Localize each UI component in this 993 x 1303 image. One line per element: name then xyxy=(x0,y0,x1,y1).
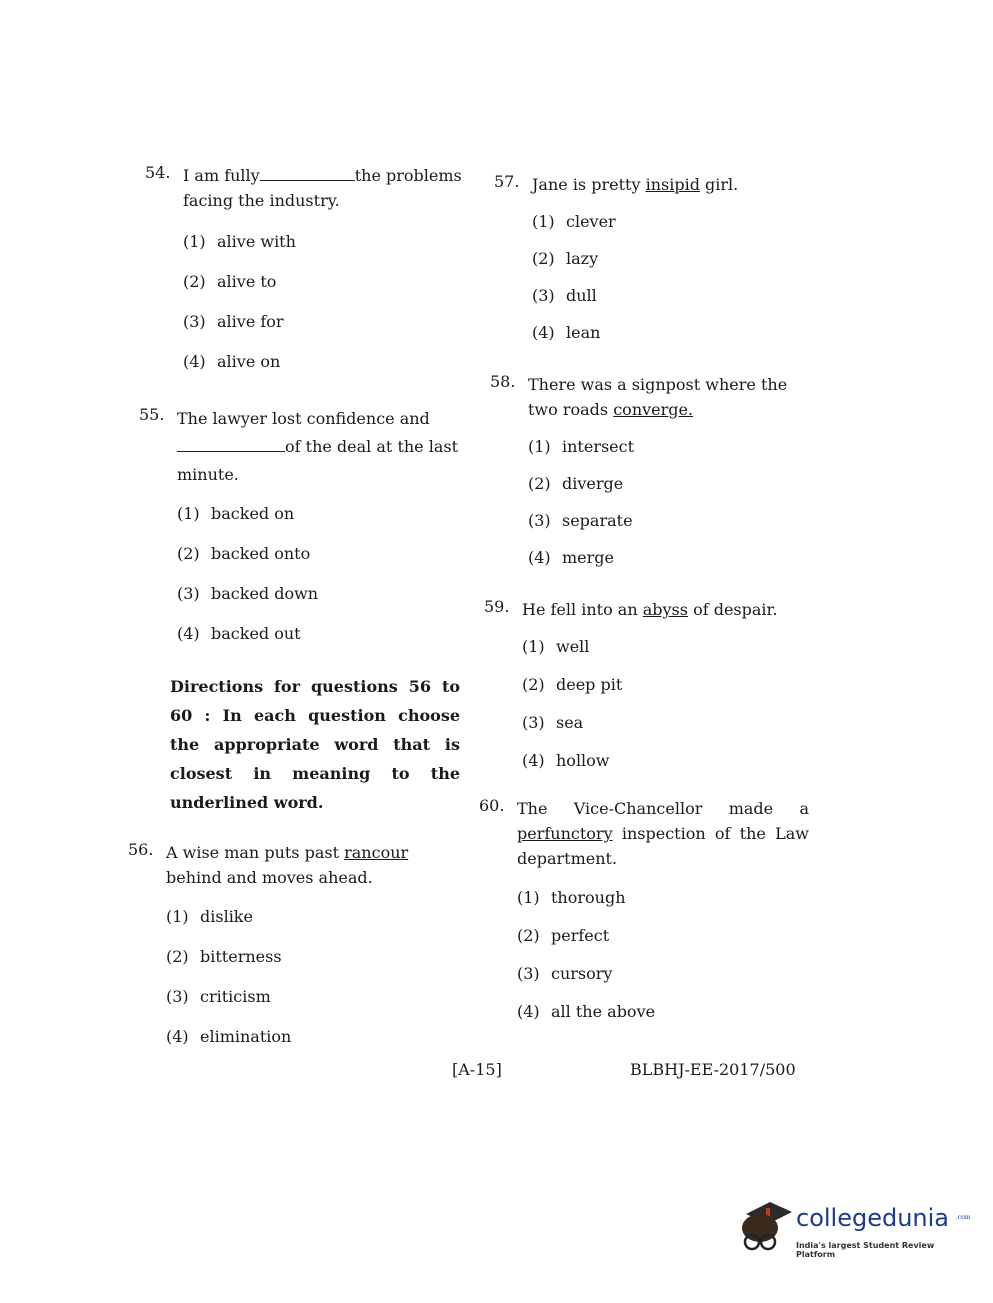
logo-suffix: .com xyxy=(956,1214,971,1221)
question-54 xyxy=(145,163,475,391)
options-list xyxy=(522,636,814,788)
underlined-word: rancour xyxy=(344,843,409,862)
question-number: 58. xyxy=(490,372,516,391)
option: (2) perfect xyxy=(517,926,610,945)
option: (4) elimination xyxy=(166,1027,292,1046)
logo-tagline: India's largest Student Review Platform xyxy=(796,1241,935,1259)
option: (2) alive to xyxy=(183,272,277,291)
option: (3) criticism xyxy=(166,987,271,1006)
option: (3) cursory xyxy=(517,964,613,983)
option: (3) dull xyxy=(532,286,597,305)
question-number: 55. xyxy=(139,405,165,424)
question-number: 54. xyxy=(145,163,171,182)
option: (2) bitterness xyxy=(166,947,282,966)
question-text: The Vice-Chancellor made a perfunctory inspection of the Law department. xyxy=(517,799,809,868)
page-number: [A-15] xyxy=(452,1060,502,1079)
question-55 xyxy=(139,405,469,663)
option: (4) merge xyxy=(528,548,614,567)
option: (1) thorough xyxy=(517,888,626,907)
logo-name: collegedunia xyxy=(796,1204,950,1232)
option: (4) lean xyxy=(532,323,601,342)
option: (3) backed down xyxy=(177,584,319,603)
option: (1) dislike xyxy=(166,907,253,926)
underlined-word: abyss xyxy=(642,600,688,619)
question-60 xyxy=(479,796,809,1039)
question-text: He fell into an abyss of despair. xyxy=(522,600,778,619)
question-59 xyxy=(484,597,814,788)
question-56 xyxy=(128,840,463,1066)
options-list xyxy=(177,503,469,663)
question-number: 60. xyxy=(479,796,505,815)
options-list xyxy=(517,887,809,1039)
underlined-word: insipid xyxy=(645,175,700,194)
option: (1) intersect xyxy=(528,437,635,456)
mascot-icon xyxy=(736,1196,794,1256)
option: (2) lazy xyxy=(532,249,599,268)
option: (2) diverge xyxy=(528,474,624,493)
answer-blank xyxy=(177,437,285,452)
option: (4) alive on xyxy=(183,352,281,371)
answer-blank xyxy=(260,166,355,181)
option: (3) sea xyxy=(522,713,584,732)
question-text: I am fully the problems facing the industry. xyxy=(183,166,462,210)
option: (2) backed onto xyxy=(177,544,311,563)
question-text: The lawyer lost confidence and of the deal at the last minute. xyxy=(177,409,459,484)
underlined-word: converge. xyxy=(613,400,694,419)
question-text: Jane is pretty insipid girl. xyxy=(532,175,739,194)
option: (1) well xyxy=(522,637,590,656)
question-text: A wise man puts past rancour behind and moves ahead. xyxy=(166,843,409,887)
option: (3) alive for xyxy=(183,312,284,331)
question-57 xyxy=(494,172,814,359)
options-list xyxy=(528,436,820,584)
option: (1) clever xyxy=(532,212,616,231)
options-list xyxy=(532,211,814,359)
collegedunia-logo xyxy=(736,1196,971,1259)
option: (3) separate xyxy=(528,511,633,530)
question-58 xyxy=(490,372,820,584)
paper-code: BLBHJ-EE-2017/500 xyxy=(630,1060,796,1079)
options-list xyxy=(183,231,475,391)
underlined-word: perfunctory xyxy=(517,824,613,843)
question-number: 59. xyxy=(484,597,510,616)
question-number: 56. xyxy=(128,840,154,859)
option: (4) backed out xyxy=(177,624,301,643)
option: (1) alive with xyxy=(183,232,296,251)
option: (4) all the above xyxy=(517,1002,656,1021)
option: (1) backed on xyxy=(177,504,295,523)
directions-block: Directions for questions 56 to 60 : In each question choose the appropriate word that is closest in meaning to the underlined word. xyxy=(170,677,460,812)
question-number: 57. xyxy=(494,172,520,191)
options-list xyxy=(166,906,463,1066)
question-text: There was a signpost where the two roads converge. xyxy=(528,375,788,419)
option: (4) hollow xyxy=(522,751,610,770)
option: (2) deep pit xyxy=(522,675,623,694)
